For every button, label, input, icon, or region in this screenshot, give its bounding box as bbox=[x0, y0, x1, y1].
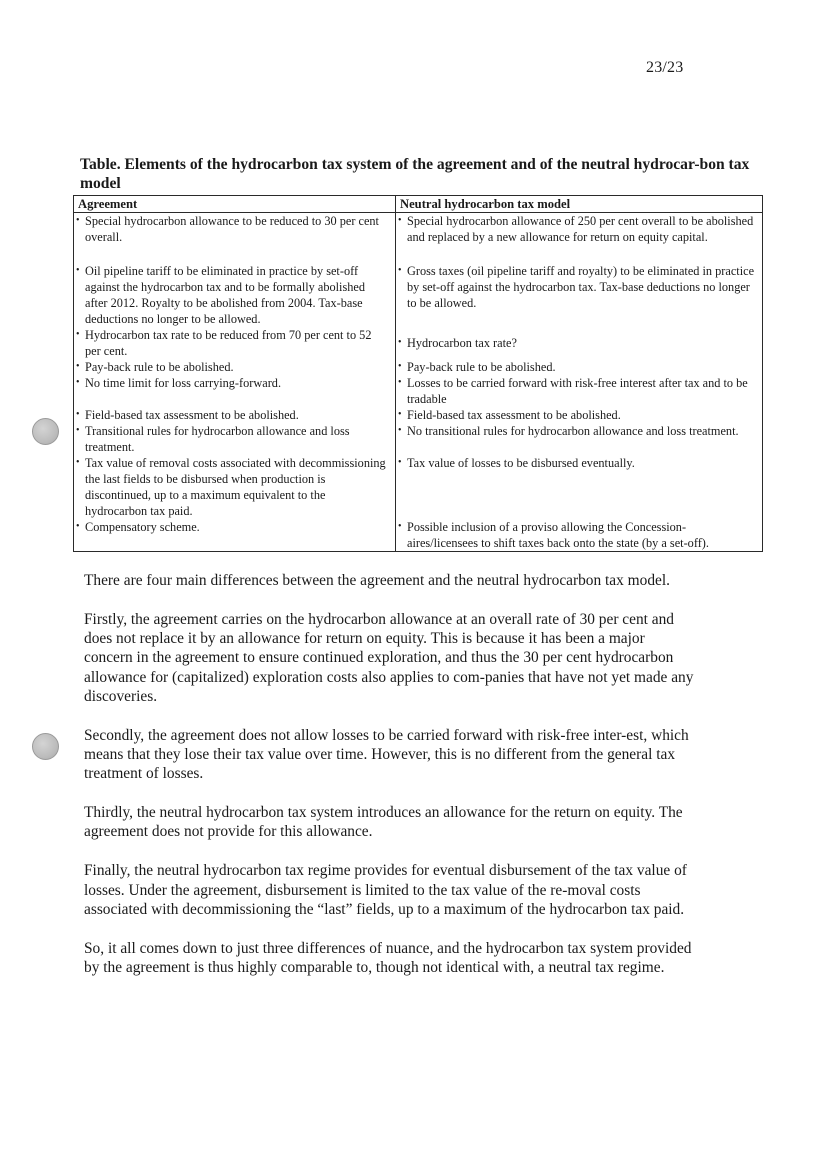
punch-hole-top bbox=[32, 418, 59, 445]
agreement-cell: Tax value of removal costs associated with decommissioning the last fields to be disbursed when production is discontinued, up to a maximum equivalent to the hydrocarbon tax paid. bbox=[85, 456, 386, 518]
page-number: 23/23 bbox=[646, 59, 684, 76]
bullet-icon: • bbox=[76, 409, 80, 420]
table-row bbox=[74, 375, 763, 407]
agreement-cell: Oil pipeline tariff to be eliminated in practice by set-off against the hydrocarbon tax and to be formally abolished after 2012. Royalty to be abolished from 2004. Tax-base deductions no longer to be allowed. bbox=[85, 264, 366, 326]
header-neutral-model: Neutral hydrocarbon tax model bbox=[396, 196, 763, 213]
neutral-cell: Losses to be carried forward with risk-free interest after tax and to be tradable bbox=[407, 376, 748, 406]
table-header-row bbox=[74, 196, 763, 213]
bullet-icon: • bbox=[76, 425, 80, 436]
paragraph-secondly: Secondly, the agreement does not allow losses to be carried forward with risk-free inter-est, which means that they lose their tax value over time. However, this is no different from the general tax treatment of losses. bbox=[84, 726, 689, 783]
header-agreement: Agreement bbox=[74, 196, 396, 213]
bullet-icon: • bbox=[76, 361, 80, 372]
paragraph-firstly: Firstly, the agreement carries on the hydrocarbon allowance at an overall rate of 30 per cent and does not replace it by an allowance for return on equity. This is because it has been a major concern in the agreement to ensure continued exploration, and thus the 30 per cent hydrocarbon allowance for (capitalized) exploration costs also applies to com-panies that have not yet made any discoveries. bbox=[84, 610, 694, 705]
agreement-cell: Transitional rules for hydrocarbon allowance and loss treatment. bbox=[85, 424, 350, 454]
neutral-cell: Gross taxes (oil pipeline tariff and royalty) to be eliminated in practice by set-off against the hydrocarbon tax. Tax-base deductions no longer to be allowed. bbox=[407, 264, 755, 310]
neutral-cell: Possible inclusion of a proviso allowing the Concession-aires/licensees to shift taxes back onto the state (by a set-off). bbox=[407, 520, 709, 550]
agreement-cell: Compensatory scheme. bbox=[85, 520, 200, 534]
neutral-cell: Pay-back rule to be abolished. bbox=[407, 360, 556, 374]
paragraph-finally: Finally, the neutral hydrocarbon tax regime provides for eventual disbursement of the tax value of losses. Under the agreement, disbursement is limited to the tax value of the re-moval costs associated with decommissioning the “last” fields, up to a maximum of the hydrocarbon tax paid. bbox=[84, 862, 687, 918]
agreement-cell: Pay-back rule to be abolished. bbox=[85, 360, 234, 374]
agreement-cell: Special hydrocarbon allowance to be reduced to 30 per cent overall. bbox=[85, 214, 379, 244]
bullet-icon: • bbox=[76, 457, 80, 468]
neutral-cell: Special hydrocarbon allowance of 250 per cent overall to be abolished and replaced by a new allowance for return on equity capital. bbox=[407, 214, 754, 244]
paragraph-conclusion: So, it all comes down to just three differences of nuance, and the hydrocarbon tax system provided by the agreement is thus highly comparable to, though not identical with, a neutral tax regime. bbox=[84, 939, 692, 976]
agreement-cell: Field-based tax assessment to be abolished. bbox=[85, 408, 299, 422]
table-row bbox=[74, 423, 763, 455]
table-row bbox=[74, 407, 763, 423]
bullet-icon: • bbox=[76, 521, 80, 532]
comparison-table bbox=[73, 195, 763, 552]
table-row bbox=[74, 327, 763, 359]
bullet-icon: • bbox=[76, 377, 80, 388]
table-row bbox=[74, 519, 763, 552]
punch-hole-bottom bbox=[32, 733, 59, 760]
bullet-icon: • bbox=[76, 215, 80, 226]
agreement-cell: Hydrocarbon tax rate to be reduced from 70 per cent to 52 per cent. bbox=[85, 328, 372, 358]
table-row bbox=[74, 263, 763, 327]
bullet-icon: • bbox=[398, 337, 402, 348]
neutral-cell: Tax value of losses to be disbursed eventually. bbox=[407, 456, 635, 470]
bullet-icon: • bbox=[398, 425, 402, 436]
table-caption: Table. Elements of the hydrocarbon tax system of the agreement and of the neutral hydrocar-bon tax model bbox=[80, 156, 750, 192]
neutral-cell: Hydrocarbon tax rate? bbox=[407, 336, 517, 350]
table-row bbox=[74, 213, 763, 264]
bullet-icon: • bbox=[398, 215, 402, 226]
bullet-icon: • bbox=[76, 329, 80, 340]
bullet-icon: • bbox=[398, 265, 402, 276]
body-text bbox=[84, 571, 694, 997]
neutral-cell: No transitional rules for hydrocarbon allowance and loss treatment. bbox=[407, 424, 739, 438]
table-row bbox=[74, 455, 763, 519]
bullet-icon: • bbox=[398, 521, 402, 532]
bullet-icon: • bbox=[398, 457, 402, 468]
bullet-icon: • bbox=[398, 377, 402, 388]
neutral-cell: Field-based tax assessment to be abolished. bbox=[407, 408, 621, 422]
paragraph-thirdly: Thirdly, the neutral hydrocarbon tax system introduces an allowance for the return on equity. The agreement does not provide for this allowance. bbox=[84, 804, 683, 841]
paragraph-intro: There are four main differences between the agreement and the neutral hydrocarbon tax model. bbox=[84, 572, 671, 589]
bullet-icon: • bbox=[398, 361, 402, 372]
bullet-icon: • bbox=[398, 409, 402, 420]
agreement-cell: No time limit for loss carrying-forward. bbox=[85, 376, 282, 390]
bullet-icon: • bbox=[76, 265, 80, 276]
table-row bbox=[74, 359, 763, 375]
